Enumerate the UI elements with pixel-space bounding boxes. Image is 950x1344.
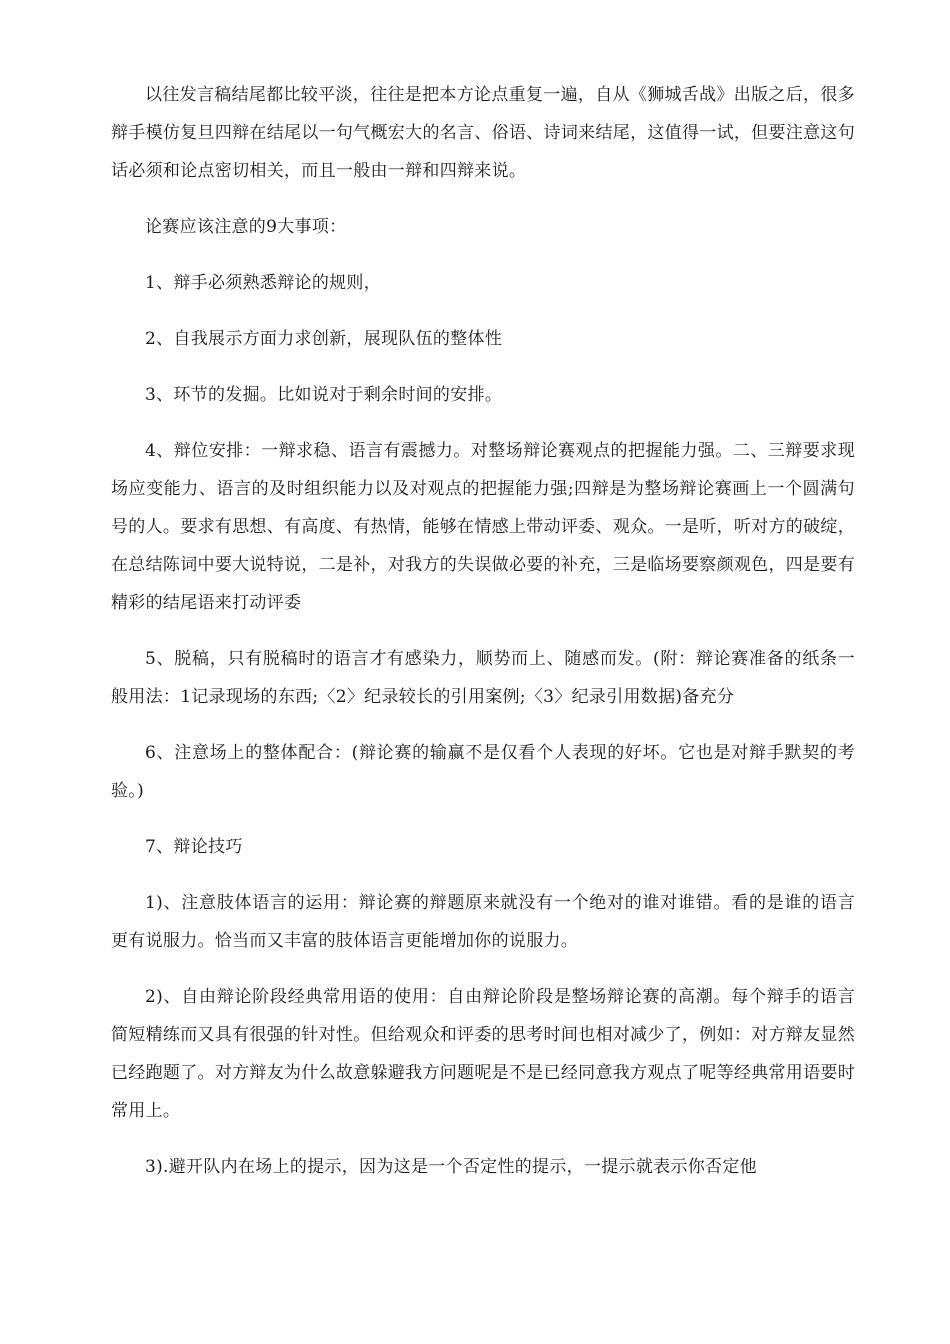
paragraph-closing-remarks: 以往发言稿结尾都比较平淡，往往是把本方论点重复一遍，自从《狮城舌战》出版之后，很多辩手模仿复旦四辩在结尾以一句气概宏大的名言、俗语、诗词来结尾，这值得一试，但要注意这句话必须和论点密切相关，而且一般由一辩和四辩来说。 [111, 85, 855, 181]
paragraph-technique-1: 1)、注意肢体语言的运用：辩论赛的辩题原来就没有一个绝对的谁对谁错。看的是谁的语言更有说服力。恰当而又丰富的肢体语言更能增加你的说服力。 [111, 893, 855, 951]
paragraph-item-4: 4、辩位安排：一辩求稳、语言有震撼力。对整场辩论赛观点的把握能力强。二、三辩要求现场应变能力、语言的及时组织能力以及对观点的把握能力强;四辩是为整场辩论赛画上一个圆满句号的人。要求有思想、有高度、有热情，能够在情感上带动评委、观众。一是听，听对方的破绽，在总结陈词中要大说特说，二是补，对我方的失误做必要的补充，三是临场要察颜观色，四是要有精彩的结尾语来打动评委 [111, 441, 855, 613]
paragraph-technique-3: 3).避开队内在场上的提示，因为这是一个否定性的提示，一提示就表示你否定他 [145, 1157, 757, 1177]
paragraph-item-6: 6、注意场上的整体配合：(辩论赛的输赢不是仅看个人表现的好坏。它也是对辩手默契的考验。) [111, 743, 855, 801]
paragraph-item-7: 7、辩论技巧 [145, 837, 243, 857]
paragraph-item-2: 2、自我展示方面力求创新，展现队伍的整体性 [145, 329, 503, 349]
paragraph-technique-2: 2)、自由辩论阶段经典常用语的使用：自由辩论阶段是整场辩论赛的高潮。每个辩手的语言简短精练而又具有很强的针对性。但给观众和评委的思考时间也相对减少了，例如：对方辩友显然已经跑题了。对方辩友为什么故意躲避我方问题呢是不是已经同意我方观点了呢等经典常用语要时常用上。 [111, 987, 855, 1121]
paragraph-item-5: 5、脱稿，只有脱稿时的语言才有感染力，顺势而上、随感而发。(附：辩论赛准备的纸条一般用法：1记录现场的东西;〈2〉纪录较长的引用案例;〈3〉纪录引用数据)备充分 [111, 649, 855, 707]
paragraph-item-3: 3、环节的发掘。比如说对于剩余时间的安排。 [145, 385, 503, 405]
paragraph-nine-items-heading: 论赛应该注意的9大事项： [145, 217, 347, 237]
paragraph-item-1: 1、辩手必须熟悉辩论的规则， [145, 273, 382, 293]
document-body [111, 76, 855, 1204]
